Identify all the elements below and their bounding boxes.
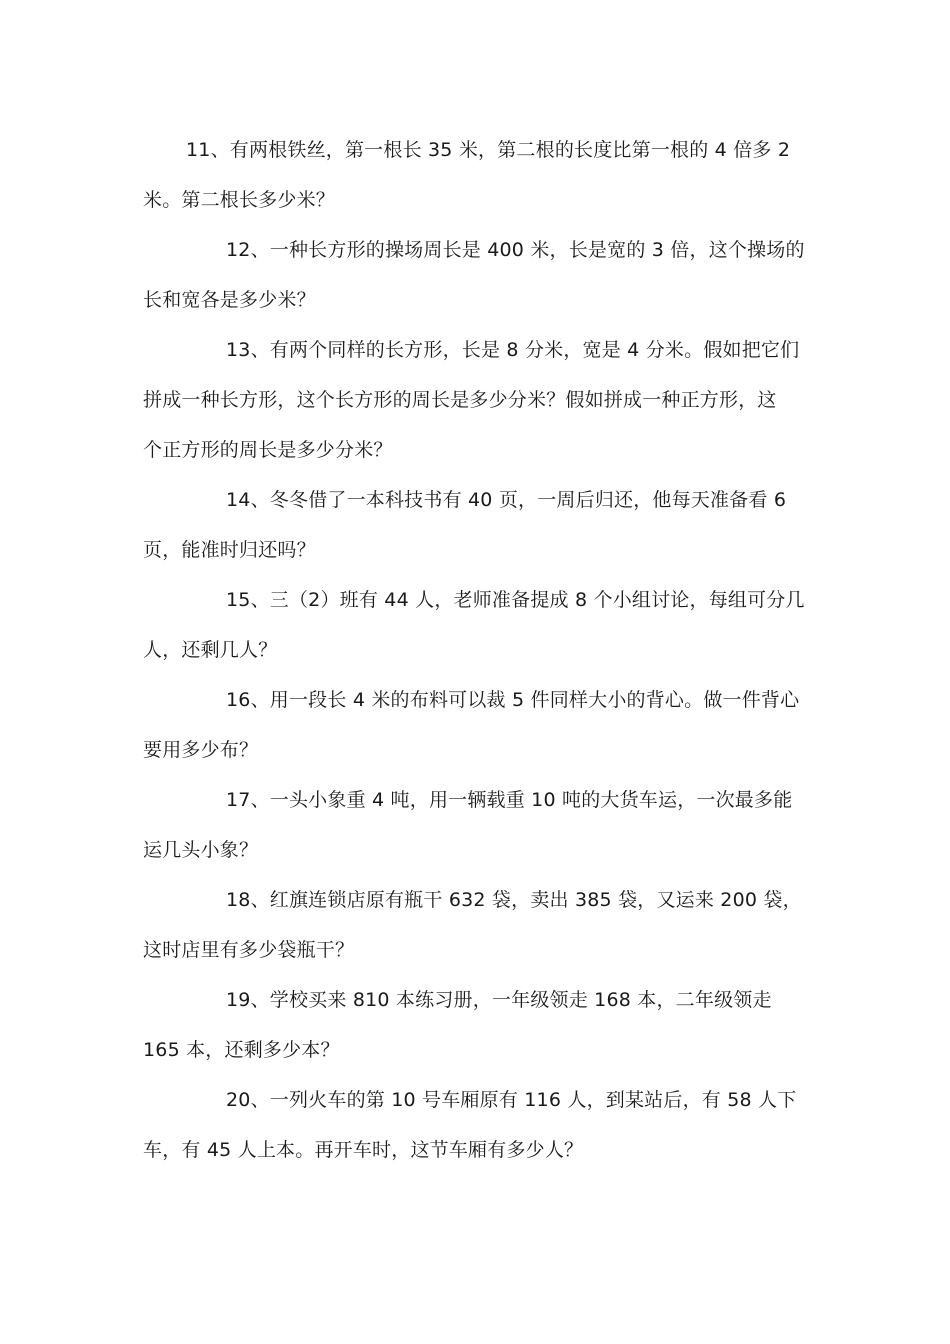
problem-16-line-1: 16、用一段长 4 米的布料可以裁 5 件同样大小的背心。做一件背心 (226, 689, 800, 711)
problem-13-line-2: 拼成一种长方形，这个长方形的周长是多少分米？假如拼成一种正方形，这 (143, 389, 777, 411)
problem-18-line-1: 18、红旗连锁店原有瓶干 632 袋，卖出 385 袋，又运来 200 袋， (226, 889, 802, 911)
problem-11-line-2: 米。第二根长多少米？ (143, 189, 336, 211)
problem-20-line-2: 车，有 45 人上本。再开车时，这节车厢有多少人？ (143, 1139, 584, 1161)
problem-14-line-2: 页，能准时归还吗？ (143, 539, 316, 561)
problem-13-line-3: 个正方形的周长是多少分米？ (143, 439, 393, 461)
problem-11-line-1: 11、有两根铁丝，第一根长 35 米，第二根的长度比第一根的 4 倍多 2 (186, 139, 791, 161)
problem-14-line-1: 14、冬冬借了一本科技书有 40 页，一周后归还，他每天准备看 6 (226, 489, 787, 511)
problem-17-line-2: 运几头小象？ (143, 839, 259, 861)
problem-16-line-2: 要用多少布？ (143, 739, 259, 761)
problem-12-line-2: 长和宽各是多少米？ (143, 289, 316, 311)
problem-20-line-1: 20、一列火车的第 10 号车厢原有 116 人，到某站后，有 58 人下 (226, 1089, 797, 1111)
problem-19-line-1: 19、学校买来 810 本练习册，一年级领走 168 本，二年级领走 (226, 989, 772, 1011)
problem-12-line-1: 12、一种长方形的操场周长是 400 米，长是宽的 3 倍，这个操场的 (226, 239, 805, 261)
problem-18-line-2: 这时店里有多少袋瓶干？ (143, 939, 355, 961)
problem-15-line-1: 15、三（2）班有 44 人，老师准备提成 8 个小组讨论，每组可分几 (226, 589, 805, 611)
problem-13-line-1: 13、有两个同样的长方形，长是 8 分米，宽是 4 分米。假如把它们 (226, 339, 800, 361)
problem-19-line-2: 165 本，还剩多少本？ (143, 1039, 340, 1061)
problem-17-line-1: 17、一头小象重 4 吨，用一辆载重 10 吨的大货车运，一次最多能 (226, 789, 793, 811)
problem-15-line-2: 人，还剩几人？ (143, 639, 278, 661)
